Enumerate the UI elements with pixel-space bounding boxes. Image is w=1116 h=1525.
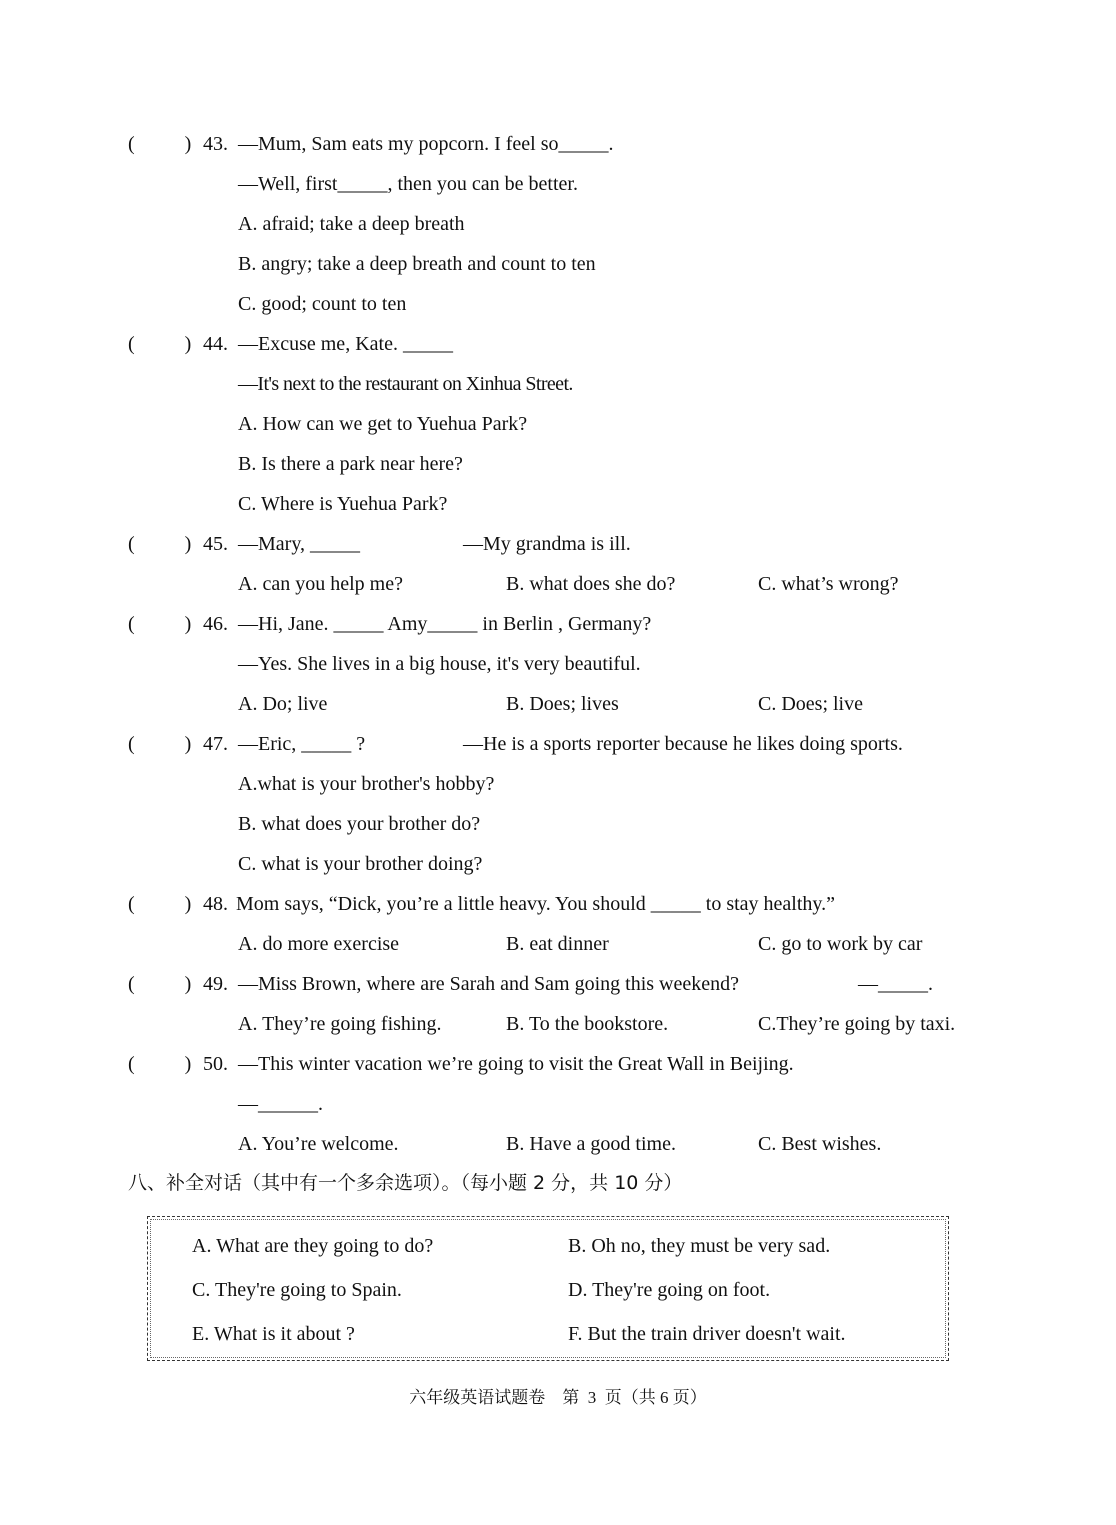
question-number: 48. [203,893,228,915]
question-reply: —He is a sports reporter because he likes doing sports. [463,733,903,755]
answer-blank[interactable]: ( ) [128,1053,192,1075]
option-c: C. go to work by car [758,933,923,955]
question-text: —Eric, _____ ? [238,733,366,755]
option-b: B. To the bookstore. [506,1013,669,1035]
option-a: A. You’re welcome. [238,1133,399,1155]
option-c: C. what’s wrong? [758,573,899,595]
option-a: A. They’re going fishing. [238,1013,442,1035]
question-number: 44. [203,333,228,355]
option-a: A. do more exercise [238,933,400,955]
question-text: —Well, first_____, then you can be better. [238,173,578,195]
option-a: A. afraid; take a deep breath [238,213,465,235]
question-reply: —My grandma is ill. [463,533,631,555]
choice-b: B. Oh no, they must be very sad. [568,1235,831,1257]
question-number: 49. [203,973,228,995]
option-c: C. what is your brother doing? [238,853,483,875]
option-b: B. Does; lives [506,693,619,715]
choice-a: A. What are they going to do? [192,1235,434,1257]
answer-blank[interactable]: ( ) [128,733,192,755]
option-c: C. Where is Yuehua Park? [238,493,448,515]
answer-blank[interactable]: ( ) [128,533,192,555]
option-c: C. good; count to ten [238,293,407,315]
option-b: B. Have a good time. [506,1133,676,1155]
option-b: B. what does she do? [506,573,676,595]
question-text: —It's next to the restaurant on Xinhua Street. [238,373,573,395]
choice-c: C. They're going to Spain. [192,1279,402,1301]
option-a: A.what is your brother's hobby? [238,773,495,795]
answer-blank[interactable]: ( ) [128,133,192,155]
question-text: —Mary, _____ [238,533,361,555]
choices-box [147,1216,949,1361]
question-text: —Mum, Sam eats my popcorn. I feel so_____. [238,133,614,155]
option-a: A. can you help me? [238,573,403,595]
answer-blank[interactable]: ( ) [128,973,192,995]
option-c: C. Best wishes. [758,1133,882,1155]
question-number: 50. [203,1053,228,1075]
answer-blank[interactable]: ( ) [128,893,192,915]
question-number: 43. [203,133,228,155]
question-text: —Yes. She lives in a big house, it's very beautiful. [238,653,641,675]
option-b: B. what does your brother do? [238,813,481,835]
option-b: B. Is there a park near here? [238,453,463,475]
option-b: B. angry; take a deep breath and count to ten [238,253,596,275]
question-text: —Hi, Jane. _____ Amy_____ in Berlin , Germany? [238,613,652,635]
question-reply: —_____. [858,973,933,995]
answer-blank[interactable]: ( ) [128,333,192,355]
section-title: 八、补全对话（其中有一个多余选项）。（每小题 2 分，共 10 分） [128,1172,683,1194]
option-c: C.They’re going by taxi. [758,1013,956,1035]
option-a: A. How can we get to Yuehua Park? [238,413,528,435]
question-reply: —______. [238,1093,323,1115]
question-number: 45. [203,533,228,555]
answer-blank[interactable]: ( ) [128,613,192,635]
question-text: —Excuse me, Kate. _____ [238,333,453,355]
question-number: 46. [203,613,228,635]
option-b: B. eat dinner [506,933,609,955]
question-text: Mom says, “Dick, you’re a little heavy. You should _____ to stay healthy.” [236,893,835,915]
choice-f: F. But the train driver doesn't wait. [568,1323,846,1345]
choice-e: E. What is it about ? [192,1323,355,1345]
question-number: 47. [203,733,228,755]
question-text: —This winter vacation we’re going to visit the Great Wall in Beijing. [238,1053,794,1075]
option-c: C. Does; live [758,693,863,715]
page-footer: 六年级英语试题卷 第 3 页（共 6 页） [409,1388,707,1407]
question-text: —Miss Brown, where are Sarah and Sam going this weekend? [238,973,739,995]
option-a: A. Do; live [238,693,328,715]
choice-d: D. They're going on foot. [568,1279,771,1301]
